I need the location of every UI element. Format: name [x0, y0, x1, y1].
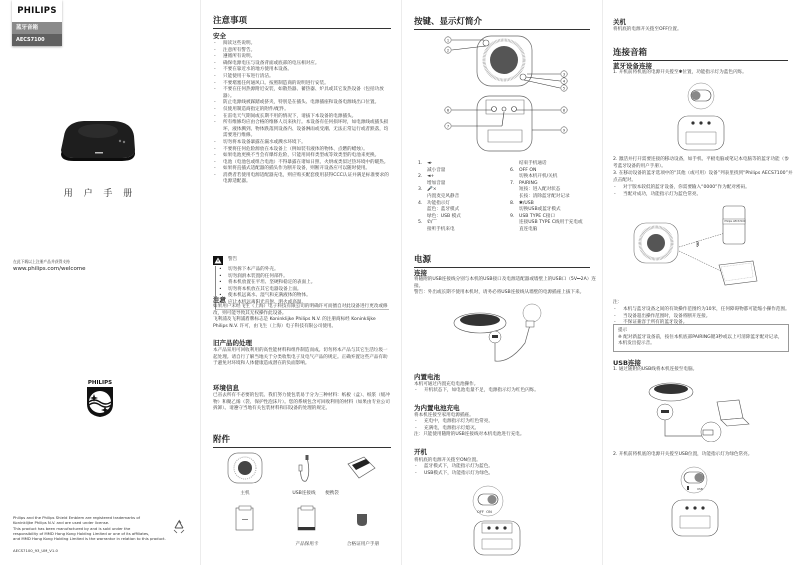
svg-text:6: 6	[446, 108, 450, 113]
svg-text:5: 5	[562, 86, 566, 91]
accessory-usb-cable-image	[297, 455, 313, 485]
control-desc: 连接USB TYPE C线用于充电或	[519, 220, 583, 226]
usb-step-1: 1. 通过随附的USB线将本机连接至电脑。	[613, 367, 698, 372]
usb-heading: USB连接	[613, 359, 641, 367]
bluetooth-heading: 蓝牙设备连接	[613, 62, 652, 70]
brand-logo: PHILIPS	[12, 0, 62, 22]
safety-item: - 不要在任何热源附近安装，如散热器、蓄热器、炉具或其它发热设备（包括功放器）。	[213, 87, 391, 100]
power-on-text: 将机底的电源开关拨至ON位置。	[414, 458, 481, 463]
usb-switch-illustration	[668, 466, 724, 540]
warning-icon	[213, 256, 223, 265]
disposal-heading: 旧产品的处理	[213, 339, 252, 347]
connect-heading: 连接	[414, 269, 427, 277]
control-key: ◄+	[427, 174, 435, 180]
bt-step-3: 3. 在移动设备的蓝牙选项中的“其他（或可用）设备”列表里找到“Philips AECS7100”并点击配对。	[613, 171, 793, 183]
power-on-item: - 蓝牙模式下，功能指示灯为蓝色。	[414, 464, 600, 471]
bt-switch-illustration	[673, 82, 729, 154]
warning-item: • 使本机远离水、湿气和充满液体的物体。	[218, 293, 389, 300]
philips-shield-logo: PHILIPS	[84, 380, 116, 418]
control-key: PAIRING	[519, 180, 538, 186]
note-item: - 不保证兼容于所有的蓝牙设备。	[613, 320, 793, 327]
control-desc: 结束手机通话	[519, 161, 547, 166]
bt-step-1: 1. 开机前将机底的电源开关拨至✱位置，功能指示灯为蓝色闪烁。	[613, 70, 747, 75]
power-on-heading: 开机	[414, 448, 427, 456]
safety-item: - 切勿将本设备暴露在漏水或溅水环境下。	[213, 140, 391, 147]
safety-item: - 仅使用制造商指定的附件/配件。	[213, 107, 391, 114]
charge-note: 注：只能使用随附的USB连接线对本机电池进行充电。	[414, 432, 525, 437]
control-desc: 内置麦克风静音	[427, 193, 460, 199]
environment-text: 已省去所有不必要的包装。我们努力使包装易于分为三种材料：纸板（盒）、纸浆（缓冲物）和聚乙烯（袋、保护性泡沫片）。您的系统包含可回收利用的材料（如果由专业公司拆卸）。请遵守当地有关包装材料和旧设备的处理的规定。	[213, 393, 390, 412]
charge-list	[414, 419, 600, 432]
svg-text:3: 3	[562, 72, 566, 77]
warning-item: • 将本机放置在平坦、坚硬和稳定的表面上。	[218, 280, 389, 287]
charge-heading: 为内置电池充电	[414, 404, 460, 412]
switch-label: OFF ON	[477, 510, 492, 514]
control-desc: 减小音量	[427, 167, 446, 173]
safety-item: - 阅读这些说明。	[213, 41, 391, 48]
control-desc: 切换本机开机/关机	[519, 174, 558, 180]
legal-text: Philips and the Philips Shield Emblem are registered trademarks of Koninklijke Philips N.V. and are used under license. This product has been manufactured by and is sold under the responsibility of MMD Hong Kong Holding Limited or one of its affiliates, and MMD Hong Kong Holding Limited is the warrantor in relation to this product.	[13, 515, 166, 542]
safety-item: - 不要堵塞任何通风口。按照制造商的说明进行安装。	[213, 81, 391, 88]
battery-heading: 内置电池	[414, 373, 440, 381]
usb-step-2: 2. 开机前将机底的电源开关拨至USB位置，功能指示灯为绿色常亮。	[613, 452, 753, 457]
bt-subitem: - 当配对成功，功能指示灯为蓝色常亮。	[613, 192, 793, 199]
control-key: ◄-	[427, 161, 433, 166]
accessory-label-pouch: 便携袋	[325, 491, 339, 496]
safety-item: - 注意所有警告。	[213, 48, 391, 55]
controls-list-right	[510, 161, 600, 234]
disposal-text: 本产品采用可回收利用的高性能材料和组件制造而成。切勿将本产品与其它生活垃圾一起处理。请自行了解当地关于分类收集电子及电气产品的规定。正确弃置这些产品有助于避免对环境和人体健康造成潜在的负面影响。	[213, 348, 388, 367]
svg-text:4: 4	[562, 79, 566, 84]
control-item: 3. 🎤× 内置麦克风静音	[418, 187, 508, 200]
power-switch-illustration	[470, 485, 526, 557]
safety-item: - 不要将任何危险源放在本设备上（例如装有液体的物体、点燃的蜡烛）。	[213, 147, 391, 154]
safety-item: - 所有维修均应由合格的维修人员来执行。本设备有任何损坏时，如电源线或插头损坏，液体溅到、物体跌落到设备内、设备淋雨或受潮、无法正常运行或者跌落，均需要进行维修。	[213, 120, 391, 140]
callout-1: 1	[446, 38, 450, 43]
controls-title: 按键、显示灯简介	[414, 15, 590, 30]
control-desc: 直连电脑	[519, 226, 538, 232]
controls-page	[402, 0, 602, 565]
connect-page	[603, 0, 802, 565]
register-text: 在此下载以上注册产品并获得支持	[13, 259, 70, 264]
brand-tab	[12, 0, 62, 46]
safety-list	[213, 41, 391, 186]
control-desc: 长按：清除蓝牙配对记录	[519, 193, 570, 199]
control-desc: 增加音量	[427, 180, 446, 186]
battery-list	[414, 388, 600, 395]
battery-text: 本机可通过内置充电电池操作。	[414, 382, 479, 387]
accessory-label-warranty-card: 产品保用卡	[295, 542, 319, 547]
svg-text:7: 7	[446, 124, 450, 129]
notes-heading: 注：	[613, 300, 623, 305]
accessory-label-main: 主机	[240, 491, 250, 496]
battery-item: - 开机状态下，如电池电量不足，电源指示灯为红色闪烁。	[414, 388, 600, 395]
accessory-label-usb-cable: USB连接线	[292, 491, 316, 496]
model-number: AECS7100	[12, 34, 62, 46]
control-key: ✱/USB	[519, 200, 534, 206]
warning-item: • 切勿润滑本装置的任何部件。	[218, 274, 389, 281]
bt-sublist	[613, 185, 793, 198]
warning-heading: 警告	[213, 256, 237, 265]
safety-item: - 如果电池更换不当会有爆炸危险，只能用同样类型或等效类型的电池来更换。	[213, 153, 391, 160]
notice-page	[201, 0, 401, 565]
warning-item: • 应让本机远离阳光直射、明火或高温。	[218, 300, 389, 307]
usb-switch-label: USB	[697, 487, 703, 491]
document-code: AECS7100_93_UM_V1.0	[13, 548, 58, 553]
safety-item: - 只能使用干布进行清洁。	[213, 74, 391, 81]
note-item: - 本机与蓝牙设备之间的有效操作范围约为10米，任何障碍物都可能缩小操作范围。	[613, 307, 793, 314]
manual-title: 用 户 手 册	[63, 189, 137, 199]
control-key: OFF ON	[519, 167, 537, 173]
control-item: 2. ◄+ 增加音量	[418, 174, 508, 187]
shield-icon	[84, 386, 116, 418]
speaker-photo	[58, 116, 138, 162]
control-key: 功能指示灯	[427, 200, 450, 206]
caution-heading: 注意	[213, 296, 226, 304]
svg-text:8: 8	[562, 108, 566, 113]
product-type: 蓝牙音箱	[12, 22, 62, 34]
warning-item: • 切勿拆下本产品的外壳。	[218, 267, 389, 274]
safety-item: - 确保电源电压与设备背面或底部的电压相对应。	[213, 61, 391, 68]
controls-diagram	[442, 30, 572, 155]
accessory-manual-image	[235, 505, 255, 531]
control-item: 4. 功能指示灯 蓝色：蓝牙模式 绿色：USB 模式	[418, 201, 508, 221]
control-key: USB TYPE C接口	[519, 213, 556, 219]
accessory-warranty-card-image	[297, 505, 317, 531]
control-item: 7. PAIRING 短按：进入配对状态 长按：清除蓝牙配对记录	[510, 181, 600, 201]
power-on-item: - USB模式下，功能指示灯为绿色。	[414, 471, 600, 478]
connect-text: 将随附的USB连接线分别与本机的USB接口及电源适配器或墙壁上的USB口（5V⎓2A）连接。 警告：外出或长期不使用本机时，请务必将USB连接线从墙壁的电源插座上拔下来。	[414, 277, 596, 296]
control-desc: 接听手机来电	[427, 226, 455, 232]
power-connection-illustration	[450, 303, 550, 365]
accessory-label-certificate: 合格证用户手册	[346, 542, 380, 547]
safety-item: - 消费者若使用电源适配器充电，则应购买配套使用获得CCC认证并满足标准要求的电源适配器。	[213, 173, 391, 186]
control-desc: 蓝色：蓝牙模式	[427, 207, 460, 213]
control-item: 8. ✱/USB 切换USB或蓝牙模式	[510, 201, 600, 214]
control-item	[510, 161, 600, 168]
phone-screen-label: Philips AECS7100	[724, 220, 746, 223]
power-off-heading: 关机	[613, 18, 626, 26]
usb-connection-illustration	[643, 380, 753, 442]
safety-heading: 安全	[213, 32, 226, 40]
control-desc: 切换USB或蓝牙模式	[519, 207, 561, 213]
control-key: 🎤×	[427, 187, 437, 193]
warning-item: • 切勿将本机放在其它电器设备上面。	[218, 287, 389, 294]
bt-step-2: 2. 激活并打开需要连接的移动设备，如手机、平板电脑或笔记本电脑等的蓝牙功能（参考蓝牙设备的用户手册）。	[613, 157, 789, 169]
support-url[interactable]: www.philips.com/welcome	[13, 266, 86, 272]
control-item: 6. OFF ON 切换本机开机/关机	[510, 168, 600, 181]
note-item: - 当设备超出操作范围时，设备将断开连接。	[613, 314, 793, 321]
bt-subitem: - 对于版本较低的蓝牙设备，你需要输入“0000”作为配对密码。	[613, 185, 793, 192]
recycle-icon	[171, 519, 187, 535]
charge-text: 将本机连接至家用电源插座。	[414, 413, 474, 418]
accessory-certificate-image	[356, 513, 368, 527]
control-desc: 短按：进入配对状态	[519, 187, 561, 193]
bt-pairing-illustration	[633, 205, 763, 295]
control-item: 9. USB TYPE C接口 连接USB TYPE C线用于充电或 直连电脑	[510, 214, 600, 234]
safety-item: - 遵循所有说明。	[213, 54, 391, 61]
svg-text:2: 2	[446, 48, 450, 53]
connect-speaker-title: 连接音箱	[613, 46, 788, 61]
control-item: 5. ✆/⌒ 接听手机来电	[418, 220, 508, 233]
tip-box: 提示 ※ 配对新蓝牙设备前，按住本机底部PAIRING键3秒或以上可清除蓝牙配对记录，本机发出提示音。	[613, 324, 789, 352]
charge-item: - 充满电，电源指示灯熄灭。	[414, 426, 600, 433]
power-title: 电源	[414, 253, 590, 268]
notice-title: 注意事项	[213, 14, 391, 29]
environment-heading: 环境信息	[213, 384, 239, 392]
safety-item: - 在雷电天气期间或长期不用的情况下，请拔下本设备的电源插头。	[213, 114, 391, 121]
control-key: ✆/⌒	[427, 220, 437, 226]
safety-item: - 防止电源线被踩踏或挤夹，特别是在插头、电源插座和设备电源线出口位置。	[213, 100, 391, 107]
power-off-text: 将机底的电源开关拨至OFF位置。	[613, 27, 682, 32]
control-desc: 绿色：USB 模式	[427, 213, 461, 219]
accessory-main-unit-image	[227, 452, 263, 484]
accessories-title: 附件	[213, 433, 391, 448]
power-on-list	[414, 464, 600, 477]
cover-page	[0, 0, 200, 565]
controls-list-left	[418, 161, 508, 234]
charge-item: - 充电中，电源指示灯为红色常亮。	[414, 419, 600, 426]
svg-text:9: 9	[562, 128, 566, 133]
control-item: 1. ◄- 减小音量	[418, 161, 508, 174]
safety-item: - 如果将直插式适配器的插头作为断开设备，则断开设备应可以随时使用。	[213, 166, 391, 173]
safety-item: - 不要在靠近水的地方使用本设备。	[213, 67, 391, 74]
caution-text: 如果用户未经飞生（上海）电子科技有限公司的明确许可而擅自对此设备进行更改或修改，则可能导致其无权操作此设备。 飞利浦及飞利浦盾牌标志是 Koninklijke Philips N.V. 的注册商标经 Koninklijke Philips N.V. 许可，由飞生（上海）电子科技有限公司使用。	[213, 304, 388, 329]
accessory-pouch-image	[346, 456, 376, 480]
safety-item: - 电池（电池包或组合电池）不得暴露在诸如日照、火烘或类似过热环境中的暖热。	[213, 160, 391, 167]
